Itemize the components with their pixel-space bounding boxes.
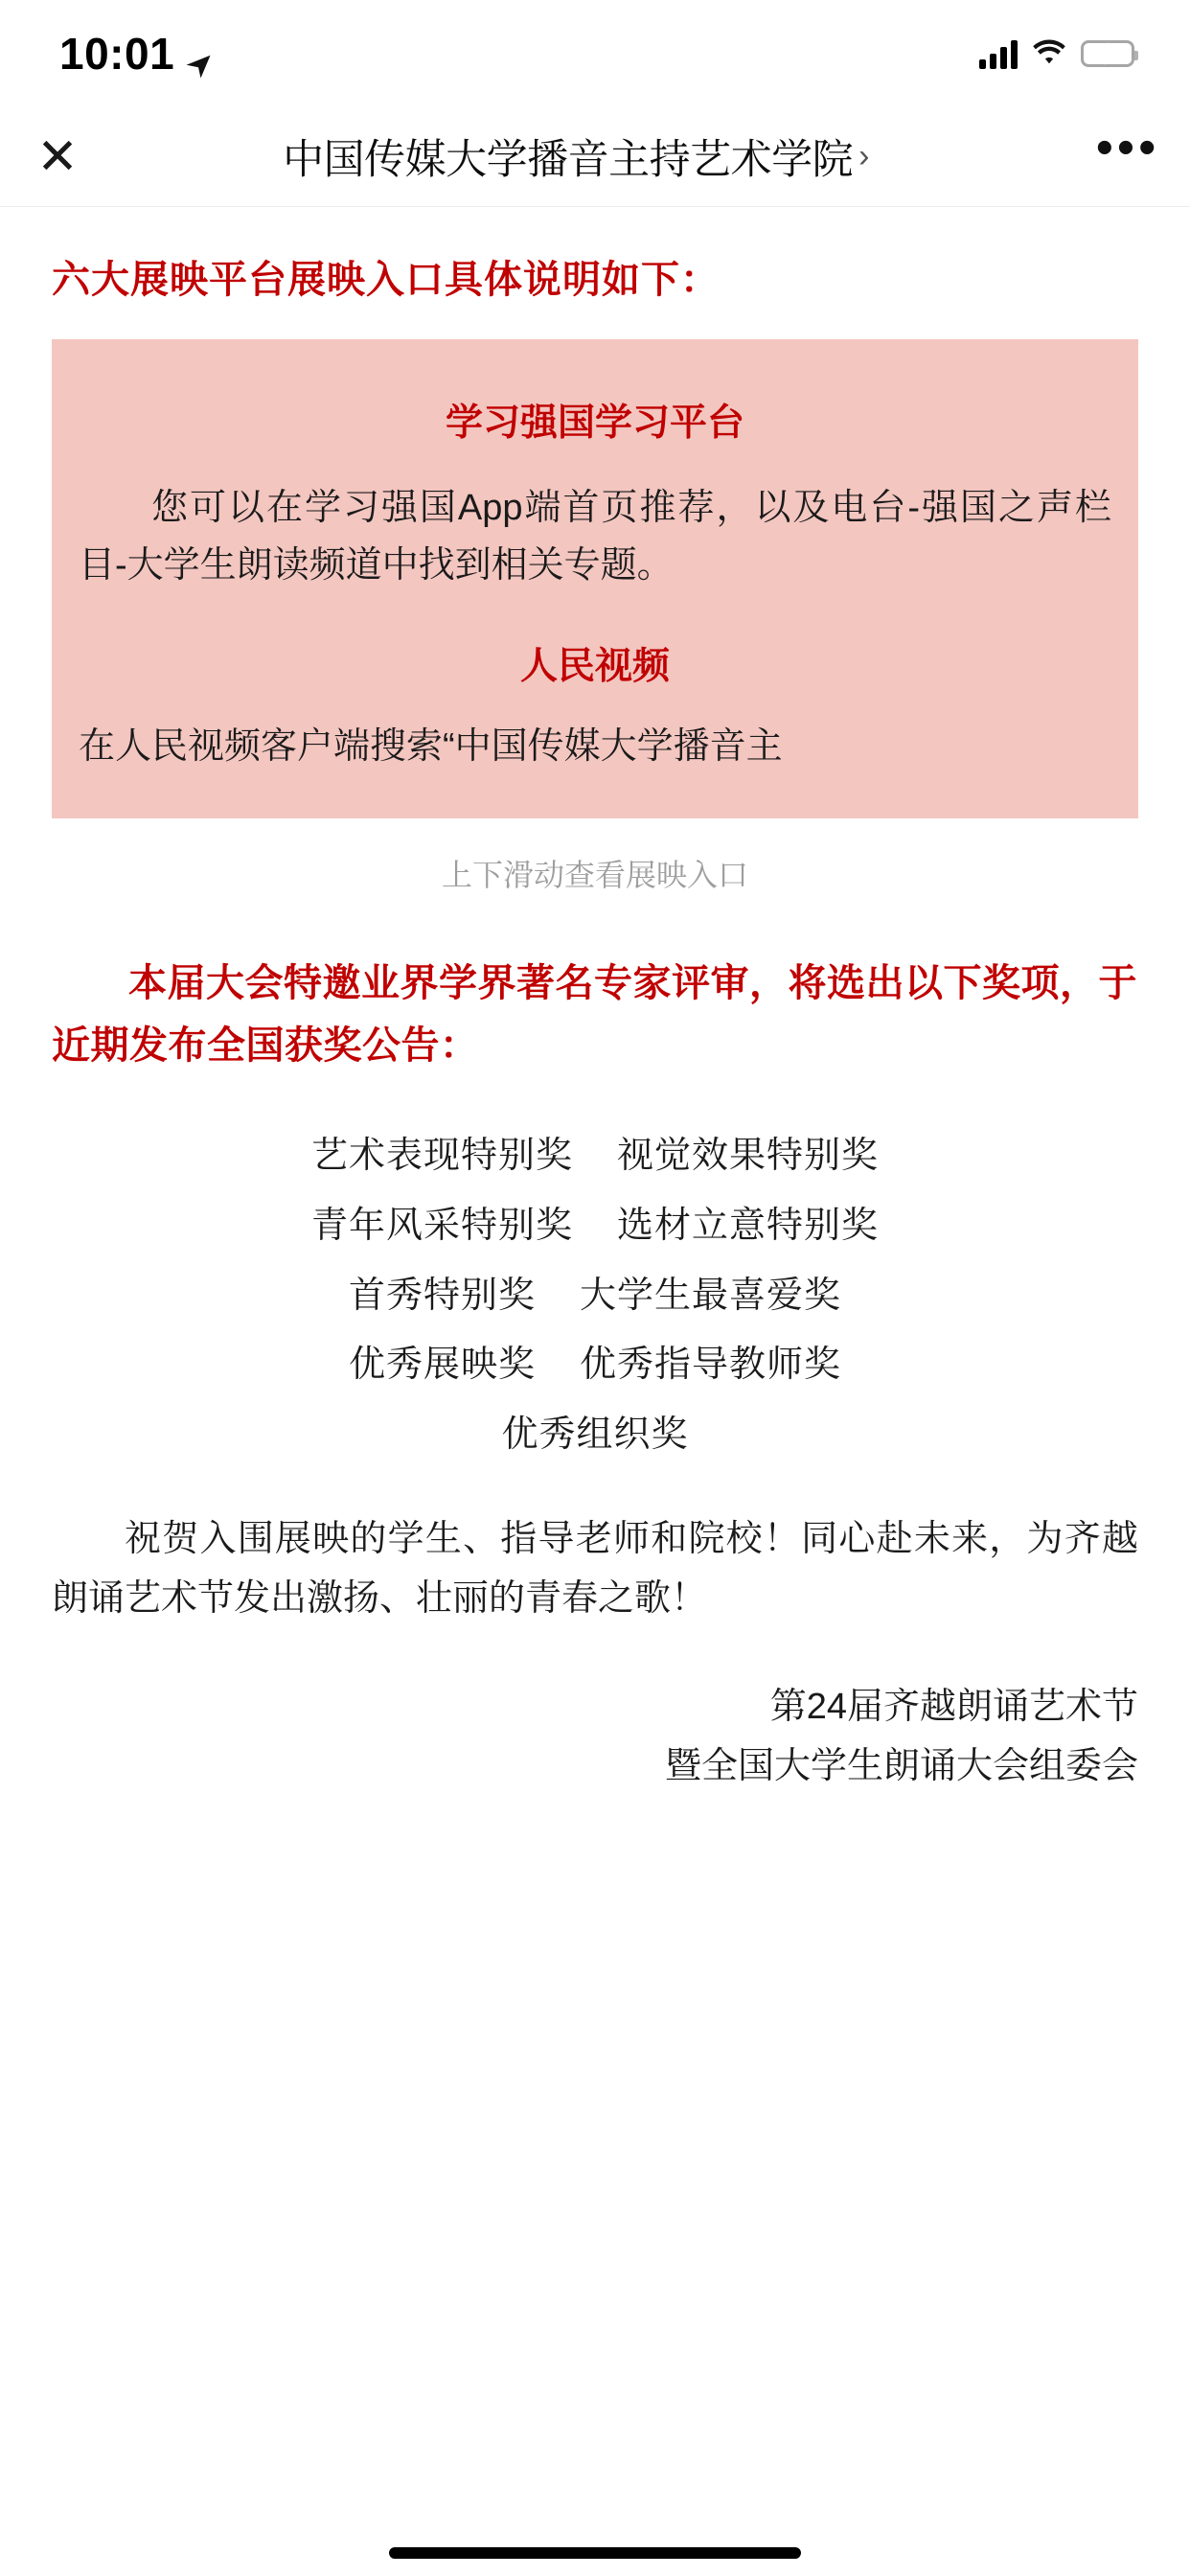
- cellular-signal-icon: [979, 38, 1018, 69]
- close-icon[interactable]: ✕: [36, 128, 79, 185]
- page-title[interactable]: [115, 127, 1065, 186]
- award-item: 优秀展映奖: [348, 1345, 536, 1386]
- more-options-icon[interactable]: •••: [1095, 120, 1160, 176]
- table-row: [52, 1191, 1138, 1261]
- closing-paragraph: 祝贺入围展映的学生、指导老师和院校！同心赴未来，为齐越朗诵艺术节发出激扬、壮丽的青春之歌！: [52, 1519, 1138, 1619]
- jury-paragraph: 本届大会特邀业界学界著名专家评审，将选出以下奖项，于近期发布全国获奖公告：: [52, 962, 1137, 1067]
- platform-desc-xuexiqiangguo: 您可以在学习强国App端首页推荐，以及电台-强国之声栏目-大学生朗读频道中找到相关专题。: [79, 488, 1111, 586]
- status-bar: [0, 0, 1190, 107]
- section-heading: 六大展映平台展映入口具体说明如下：: [52, 259, 720, 301]
- table-row: [52, 1121, 1138, 1191]
- platform-title-xuexiqiangguo: 学习强国学习平台: [445, 402, 744, 444]
- platform-swipe-card[interactable]: [52, 339, 1138, 818]
- award-item: 优秀组织奖: [501, 1414, 689, 1456]
- location-arrow-icon: [184, 39, 213, 68]
- page-title-text: 中国传媒大学播音主持艺术学院: [283, 137, 854, 183]
- signature-line-1: 第24届齐越朗诵艺术节: [769, 1687, 1138, 1728]
- platform-title-renminshipin: 人民视频: [519, 646, 670, 688]
- table-row: [52, 1400, 1138, 1470]
- navigation-bar: [0, 107, 1190, 207]
- table-row: [52, 1261, 1138, 1331]
- platform-desc-renminshipin: 在人民视频客户端搜索“中国传媒大学播音主: [79, 726, 783, 768]
- awards-list: [52, 1121, 1138, 1471]
- signature-line-2: 暨全国大学生朗诵大会组委会: [664, 1746, 1138, 1786]
- award-item: 艺术表现特别奖: [310, 1135, 573, 1176]
- article-content: [0, 249, 1190, 1797]
- battery-charging-icon: [1081, 40, 1134, 67]
- award-item: 视觉效果特别奖: [617, 1135, 880, 1176]
- status-time-group: [59, 28, 213, 80]
- wifi-icon: [1031, 39, 1067, 68]
- swipe-hint-label: 上下滑动查看展映入口: [441, 858, 748, 892]
- award-item: 大学生最喜爱奖: [580, 1275, 842, 1316]
- table-row: [52, 1330, 1138, 1400]
- award-item: 优秀指导教师奖: [580, 1345, 842, 1386]
- award-item: 首秀特别奖: [348, 1275, 536, 1316]
- status-indicators: [979, 38, 1134, 69]
- signature: [52, 1678, 1138, 1796]
- chevron-right-icon: ›: [858, 138, 869, 174]
- status-time: 10:01: [59, 29, 175, 79]
- award-item: 选材立意特别奖: [617, 1205, 880, 1246]
- home-indicator[interactable]: [389, 2547, 801, 2559]
- award-item: 青年风采特别奖: [310, 1205, 573, 1246]
